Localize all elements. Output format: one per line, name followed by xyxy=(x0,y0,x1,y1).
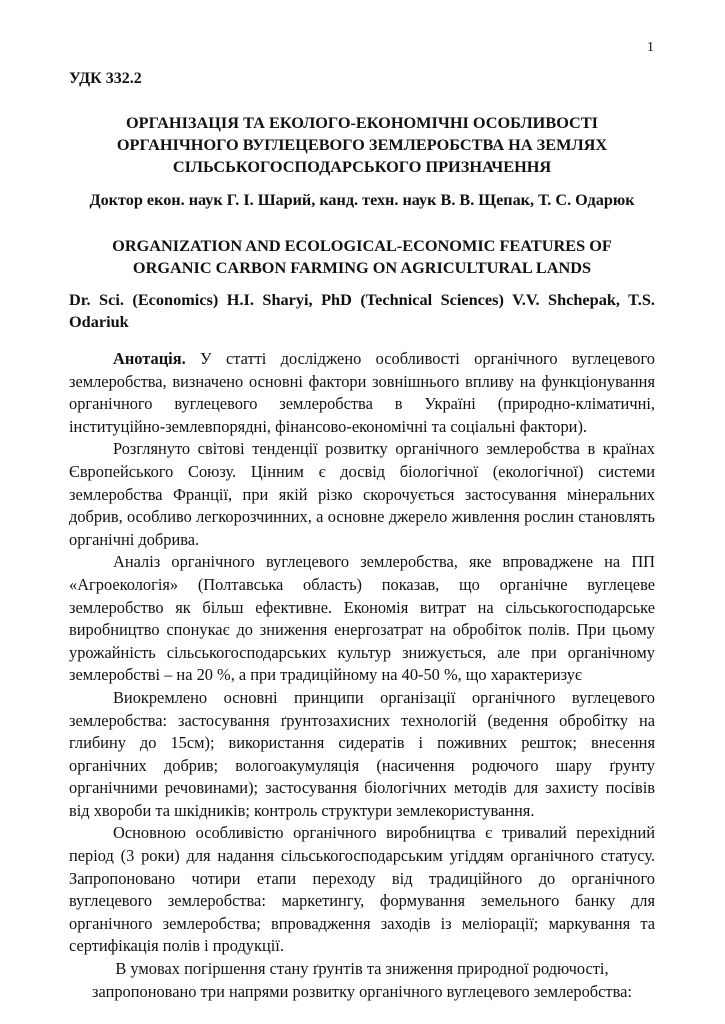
title-en-line: ORGANIZATION AND ECOLOGICAL-ECONOMIC FEATURES OF xyxy=(112,236,612,255)
abstract-paragraph: Розглянуто світові тенденції розвитку органічного землеробства в країнах Європейського Союзу. Цінним є досвід біологічної (екологічної) системи землеробства Франції, при якій різко скорочується застосування мінеральних добрив, особливо легкорозчинних, а основне джерело живлення рослин становлять органічні добрива. xyxy=(69,439,655,549)
udk-code: УДК 332.2 xyxy=(69,70,142,87)
abstract xyxy=(69,348,655,1003)
authors-english: Dr. Sci. (Economics) H.I. Sharyi, PhD (Technical Sciences) V.V. Shchepak, T.S. Odariuk xyxy=(69,290,655,331)
page-number: 1 xyxy=(647,40,654,55)
title-ua-line: ОРГАНІЗАЦІЯ ТА ЕКОЛОГО-ЕКОНОМІЧНІ ОСОБЛИВОСТІ xyxy=(125,113,599,132)
title-ua-line: СІЛЬСЬКОГОСПОДАРСЬКОГО ПРИЗНАЧЕННЯ xyxy=(172,157,552,176)
abstract-paragraph: Аналіз органічного вуглецевого землеробства, яке впроваджене на ПП «Агроекологія» (Полтавська область) показав, що органічне вуглецеве землеробство як більш ефективне. Економія витрат на сільськогосподарське виробництво спонукає до зниження енергозатрат на обробіток полів. При цьому урожайність сільськогосподарських культур знижується, але при органічному землеробстві – на 20 %, а при традиційному на 40-50 %, що характеризує xyxy=(69,552,655,685)
title-ukrainian xyxy=(60,112,664,178)
abstract-paragraph: Основною особливістю органічного виробництва є тривалий перехідний період (3 роки) для надання сільськогосподарським угіддям органічного статусу. Запропоновано чотири етапи переходу від традиційного до органічного вуглецевого землеробства: маркетингу, формування земельного банку для органічного землеробства; впровадження заходів із меліорації; маркування та сертифікація полів і продукції. xyxy=(69,823,655,956)
abstract-paragraph xyxy=(69,348,655,438)
abstract-paragraph: В умовах погіршення стану ґрунтів та зниження природної родючості, запропоновано три напрями розвитку органічного вуглецевого землеробства: xyxy=(92,959,632,1001)
abstract-label: Анотація. xyxy=(113,349,186,368)
abstract-paragraph: Виокремлено основні принципи організації органічного вуглецевого землеробства: застосування ґрунтозахисних технологій (ведення обробітку на глибину до 15см); використання сидератів і поживних решток; внесення органічних добрив; вологоакумуляція (насичення родючого шару ґрунту органічними речовинами); застосування біологічних методів для захисту посівів від хвороби та шкідників; контроль структури землекористування. xyxy=(69,687,655,820)
authors-ukrainian: Доктор екон. наук Г. І. Шарий, канд. техн. наук В. В. Щепак, Т. С. Одарюк xyxy=(89,191,635,209)
abstract-text: У статті досліджено особливості органічного вуглецевого землеробства, визначено основні фактори зовнішнього впливу на функціонування органічного вуглецевого землеробства в Україні (природно-кліматичні, інституційно-землевпорядні, фінансово-економічні та соціальні фактори). xyxy=(69,349,655,436)
title-english xyxy=(60,235,664,279)
title-ua-line: ОРГАНІЧНОГО ВУГЛЕЦЕВОГО ЗЕМЛЕРОБСТВА НА ЗЕМЛЯХ xyxy=(116,135,608,154)
title-en-line: ORGANIC CARBON FARMING ON AGRICULTURAL LANDS xyxy=(132,258,592,277)
